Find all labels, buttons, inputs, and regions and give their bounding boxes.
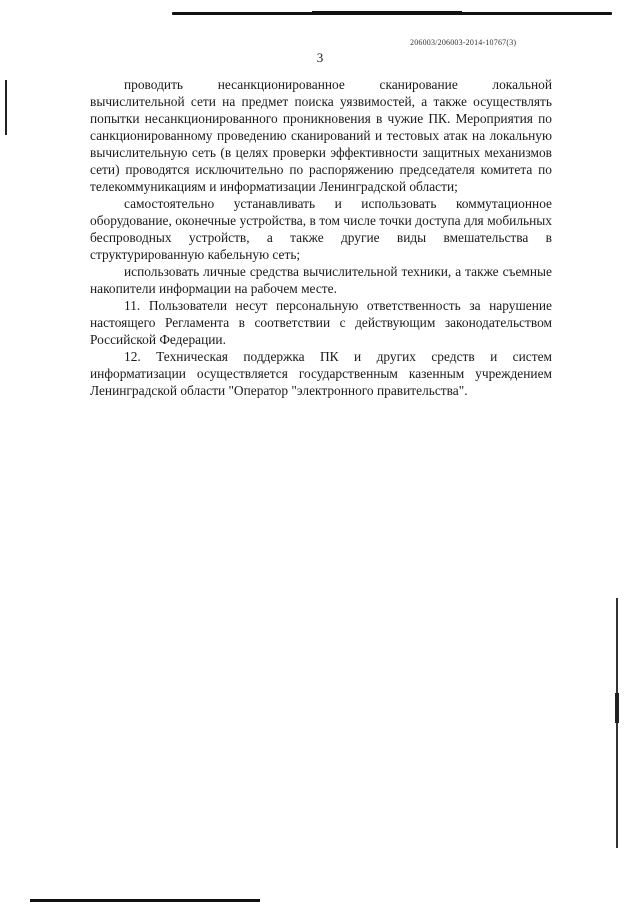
document-body [90,76,552,399]
document-registration-number: 206003/206003-2014-10767(3) [410,38,517,47]
paragraph-item-12-technical-support: 12. Техническая поддержка ПК и других средств и систем информатизации осуществляется государственным казенным учреждением Ленинградской области "Оператор "электронного правительства". [90,349,552,398]
scan-artifact-bottom-line [30,899,260,902]
scan-artifact-right-edge [616,598,618,848]
paragraph-network-equipment-prohibition: самостоятельно устанавливать и использовать коммутационное оборудование, оконечные устройства, в том числе точки доступа для мобильных беспроводных устройств, а также другие виды вмешательства в структурированную кабельную сеть; [90,196,552,262]
paragraph-personal-devices-prohibition: использовать личные средства вычислительной техники, а также съемные накопители информации на рабочем месте. [90,264,552,296]
page-number: 3 [316,50,324,65]
scan-artifact-left-edge [5,80,7,135]
scan-artifact-top-line [172,12,612,15]
paragraph-scanning-prohibition: проводить несанкционированное сканирование локальной вычислительной сети на предмет поиска уязвимостей, а также осуществлять попытки несанкционированного проникновения в чужие ПК. Мероприятия по санкционированному проведению сканирований и тестовых атак на локальную вычислительную сеть (в целях проверки эффективности защитных механизмов сети) проводятся исключительно по распоряжению председателя комитета по телекоммуникациям и информатизации Ленинградской области; [90,77,552,194]
paragraph-item-11-responsibility: 11. Пользователи несут персональную ответственность за нарушение настоящего Регламента в соответствии с действующим законодательством Российской Федерации. [90,298,552,347]
